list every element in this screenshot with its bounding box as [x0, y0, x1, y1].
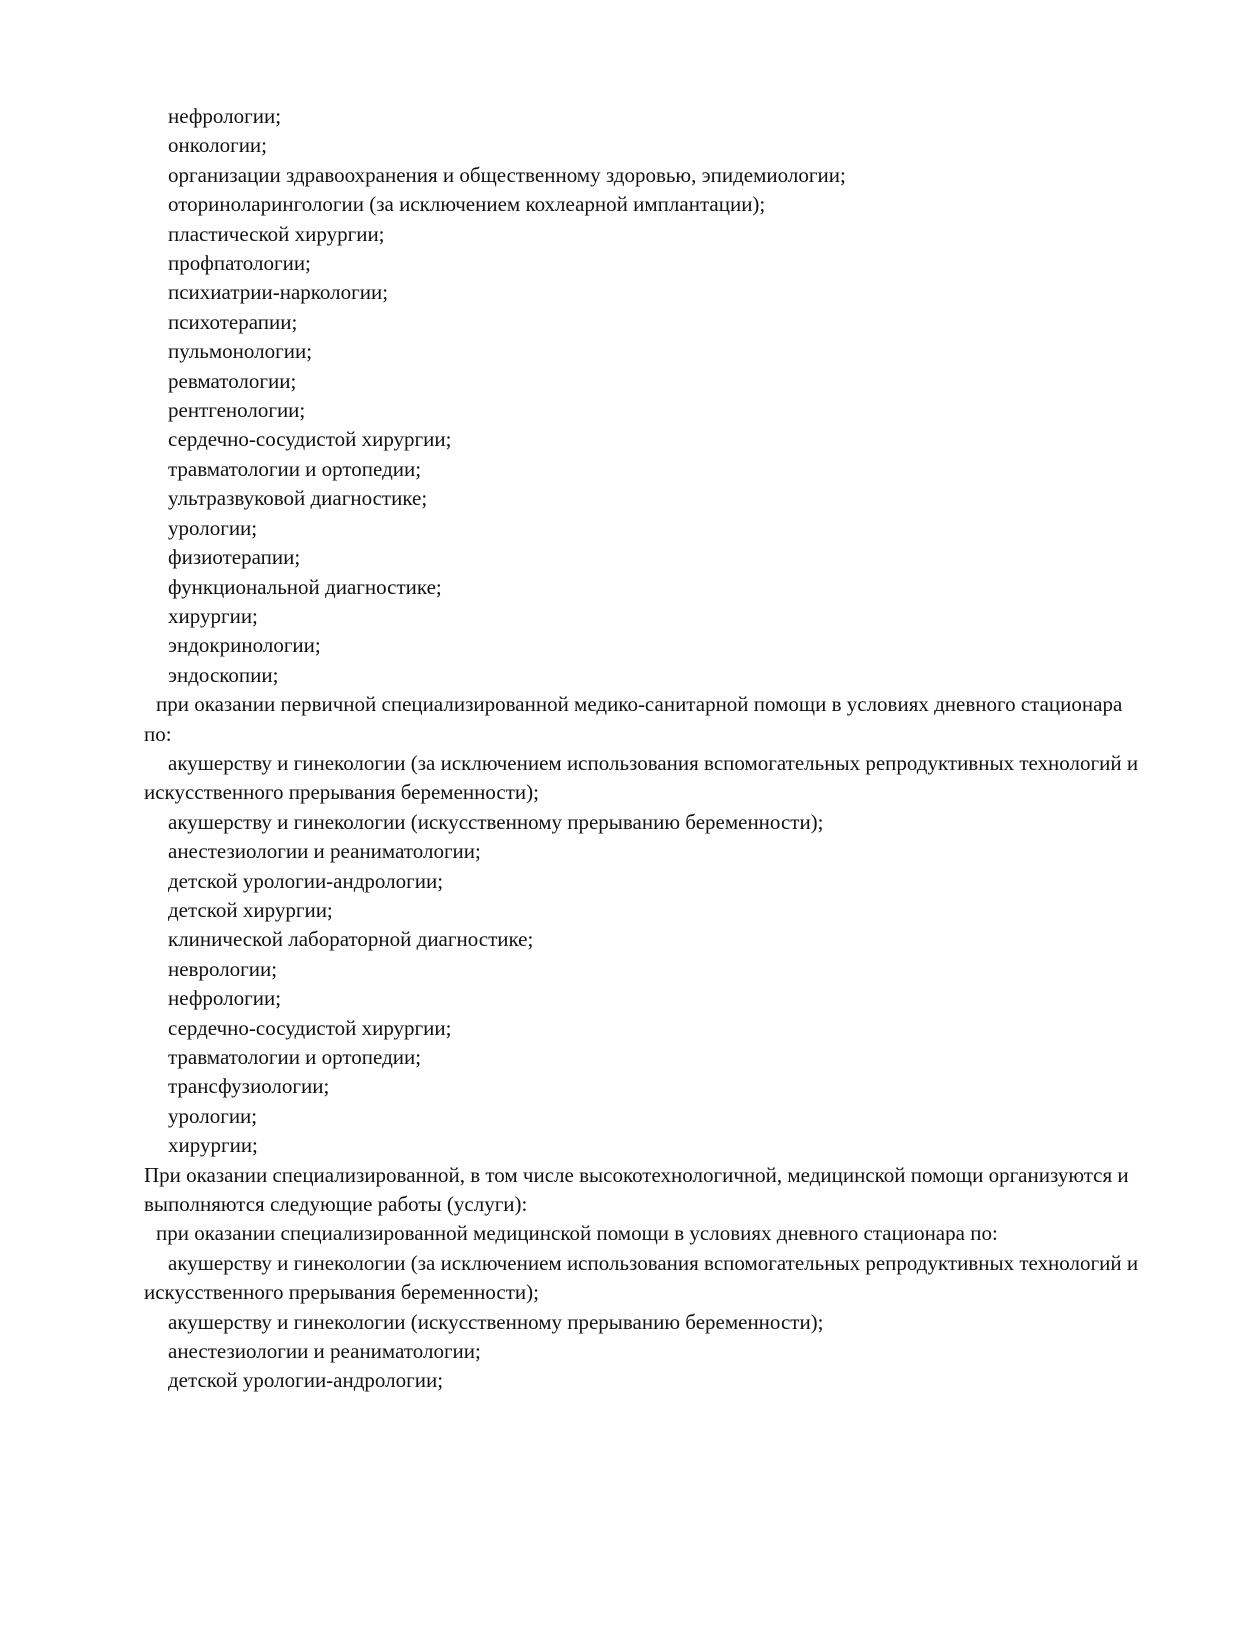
list-item: нефрологии; [168, 986, 282, 1011]
list-item: онкологии; [168, 133, 268, 158]
list-item: детской хирургии; [168, 897, 333, 922]
list-item: оториноларингологии (за исключением кохлеарной имплантации); [168, 192, 766, 217]
list-item: урологии; [168, 1103, 258, 1128]
list-item: травматологии и ортопедии; [168, 1045, 422, 1069]
list-item: пластической хирургии; [168, 221, 385, 246]
list-item: психиатрии-наркологии; [168, 280, 389, 305]
list-item: травматологии и ортопедии; [168, 456, 422, 481]
list-block-1 [144, 102, 1154, 690]
paragraph-specialized: При оказании специализированной, в том числе высокотехнологичной, медицинской помощи организуются и выполняются следующие работы (услуги): [144, 1162, 1129, 1217]
list-item: акушерству и гинекологии (за исключением использования вспомогательных репродуктивных технологий и искусственного прерывания беременности); [144, 1250, 1139, 1305]
list-item: сердечно-сосудистой хирургии; [168, 427, 452, 452]
list-item: пульмонологии; [168, 339, 313, 364]
list-item: физиотерапии; [168, 545, 301, 570]
list-item: рентгенологии; [168, 398, 306, 423]
list-item: детской урологии-андрологии; [168, 868, 444, 893]
list-item: хирургии; [168, 603, 258, 628]
list-item: эндокринологии; [168, 633, 321, 658]
list-block-2 [144, 808, 1154, 1161]
list-item: акушерству и гинекологии (искусственному прерыванию беременности); [168, 809, 824, 834]
list-item: анестезиологии и реаниматологии; [168, 839, 481, 864]
section-heading-day-specialized: при оказании специализированной медицинской помощи в условиях дневного стационара по: [156, 1221, 998, 1246]
list-item: урологии; [168, 515, 258, 540]
list-item: клинической лабораторной диагностике; [168, 927, 534, 952]
list-item: анестезиологии и реаниматологии; [168, 1339, 481, 1364]
list-item: ревматологии; [168, 368, 297, 393]
list-item: трансфузиологии; [168, 1074, 330, 1099]
list-item: эндоскопии; [168, 662, 279, 687]
list-block-3 [144, 1308, 1154, 1396]
list-item: хирургии; [168, 1133, 258, 1158]
list-item: профпатологии; [168, 251, 311, 276]
document-page [144, 102, 1154, 1396]
list-item: нефрологии; [168, 104, 282, 128]
section-heading-day-primary: при оказании первичной специализированной медико-санитарной помощи в условиях дневного стационара по: [144, 692, 1123, 746]
list-item: психотерапии; [168, 309, 298, 334]
list-item: функциональной диагностике; [168, 574, 442, 599]
list-item: организации здравоохранения и общественному здоровью, эпидемиологии; [168, 162, 846, 187]
list-item: ультразвуковой диагностике; [168, 486, 428, 511]
list-item: акушерству и гинекологии (за исключением использования вспомогательных репродуктивных технологий и искусственного прерывания беременности); [144, 750, 1139, 805]
list-item: детской урологии-андрологии; [168, 1368, 444, 1393]
list-item: сердечно-сосудистой хирургии; [168, 1015, 452, 1040]
list-item: неврологии; [168, 956, 278, 981]
list-item: акушерству и гинекологии (искусственному прерыванию беременности); [168, 1309, 824, 1334]
